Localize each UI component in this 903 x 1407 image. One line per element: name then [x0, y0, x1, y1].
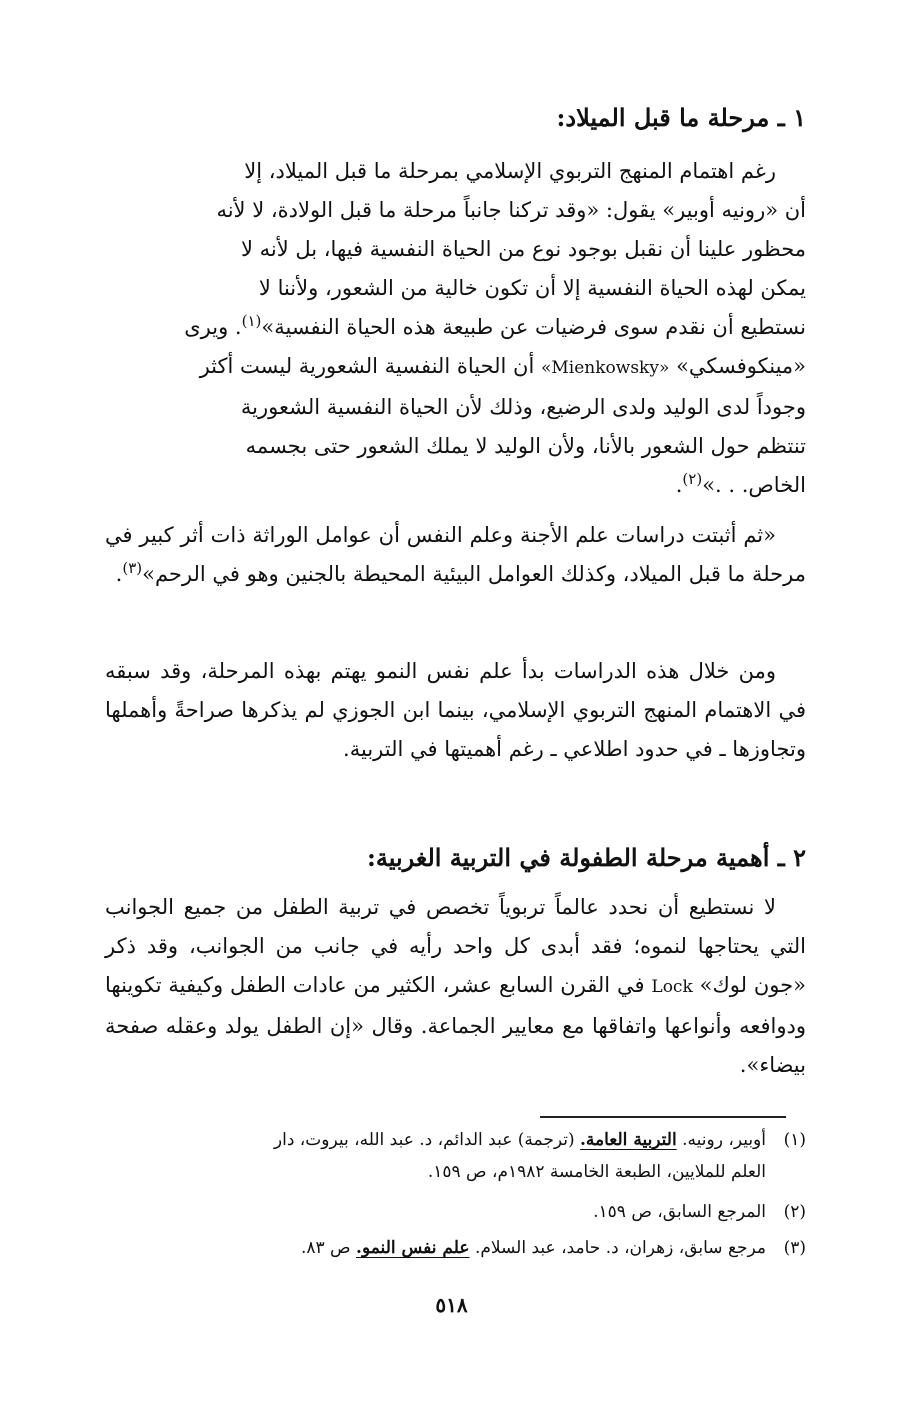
paragraph-text: في القرن السابع عشر، الكثير من عادات الطفل وكيفية تكوينها ودوافعه وأنواعها واتفاقها مع معايير الجماعة. وقال «إن الطفل يولد وعقله صفحة بيضاء».: [105, 973, 806, 1077]
section-1-heading: ١ ـ مرحلة ما قبل الميلاد:: [556, 103, 806, 132]
paragraph-line: [105, 347, 806, 388]
page-number: ٥١٨: [435, 1293, 468, 1317]
section-1-paragraph-3: ومن خلال هذه الدراسات بدأ علم نفس النمو يهتم بهذه المرحلة، وقد سبقه في الاهتمام المنهج التربوي الإسلامي، بينما ابن الجوزي لم يذكرها صراحةً وأهملها وتجاوزها ـ في حدود اطلاعي ـ رغم أهميتها في التربية.: [105, 659, 806, 761]
section-2-paragraph-1: [105, 888, 806, 1085]
footnote-text: مرجع سابق، زهران، د. حامد، عبد السلام.: [474, 1238, 766, 1258]
paragraph-line: وجوداً لدى الوليد ولدى الرضيع، وذلك لأن الحياة النفسية الشعورية: [240, 395, 806, 419]
paragraph-text: أن الحياة النفسية الشعورية ليست أكثر: [199, 354, 535, 378]
footnote-reference-2: (٢): [682, 470, 703, 488]
footnote-book-title: التربية العامة.: [579, 1130, 677, 1150]
paragraph-line: تنتظم حول الشعور بالأنا، ولأن الوليد لا يملك الشعور حتى بجسمه: [245, 434, 806, 458]
footnote-reference-1: (١): [241, 312, 262, 330]
footnote-text: (ترجمة) عبد الدائم، د. عبد الله، بيروت، دار: [273, 1130, 575, 1150]
paragraph-text: لا نستطيع أن نحدد عالماً تربوياً تخصص في تربية الطفل من جميع الجوانب التي يحتاجها لنموه؛ فقد أبدى كل واحد رأيه في جانب من الجوانب، وقد ذكر «جون لوك»: [105, 895, 806, 997]
paragraph-line: [105, 466, 806, 505]
footnote-1: [110, 1124, 806, 1188]
paragraph-text: . ويرى: [184, 315, 242, 339]
latin-name-lock: Lock: [651, 977, 693, 997]
paragraph-line: [105, 308, 806, 347]
footnote-book-title: علم نفس النمو.: [356, 1238, 470, 1258]
footnote-continuation: العلم للملايين، الطبعة الخامسة ١٩٨٢م، ص ١٥٩.: [427, 1162, 766, 1182]
footnote-2: [110, 1196, 806, 1228]
paragraph-line: رغم اهتمام المنهج التربوي الإسلامي بمرحلة ما قبل الميلاد، إلا: [244, 159, 776, 183]
footnote-number: (١): [783, 1130, 806, 1150]
footnote-text: ص ٨٣.: [300, 1238, 351, 1258]
footnote-number: (٣): [783, 1238, 806, 1258]
footnote-number: (٢): [783, 1202, 806, 1222]
section-1-paragraph-1: [105, 152, 806, 505]
paragraph-line: أن «رونيه أوبير» يقول: «وقد تركنا جانباً مرحلة ما قبل الولادة، لا لأنه: [216, 198, 806, 222]
paragraph-text: .: [675, 473, 683, 497]
footnote-reference-3: (٣): [122, 559, 143, 577]
footnote-text: أوبير، رونيه.: [682, 1130, 766, 1150]
section-2-heading: ٢ ـ أهمية مرحلة الطفولة في التربية الغربية:: [366, 843, 806, 872]
paragraph-text: «مينكوفسكي»: [676, 354, 806, 378]
footnote-separator: [540, 1116, 786, 1118]
footnote-text: المرجع السابق، ص ١٥٩.: [593, 1202, 766, 1222]
paragraph-text: الخاص. . .»: [702, 473, 806, 497]
footnote-3: [110, 1232, 806, 1264]
latin-name-mienkowsky: «Mienkowsky»: [540, 358, 670, 378]
section-1-paragraph-2: [105, 516, 806, 594]
paragraph-line: محظور علينا أن نقبل بوجود نوع من الحياة النفسية فيها، بل لأنه لا: [240, 237, 806, 261]
paragraph-text: .: [115, 562, 123, 586]
paragraph-text: نستطيع أن نقدم سوى فرضيات عن طبيعة هذه الحياة النفسية»: [261, 315, 806, 339]
paragraph-line: يمكن لهذه الحياة النفسية إلا أن تكون خالية من الشعور، ولأننا لا: [258, 276, 806, 300]
paragraph-text: «ثم أثبتت دراسات علم الأجنة وعلم النفس أن عوامل الوراثة ذات أثر كبير في مرحلة ما قبل الميلاد، وكذلك العوامل البيئية المحيطة بالجنين وهو في الرحم»: [105, 523, 806, 586]
